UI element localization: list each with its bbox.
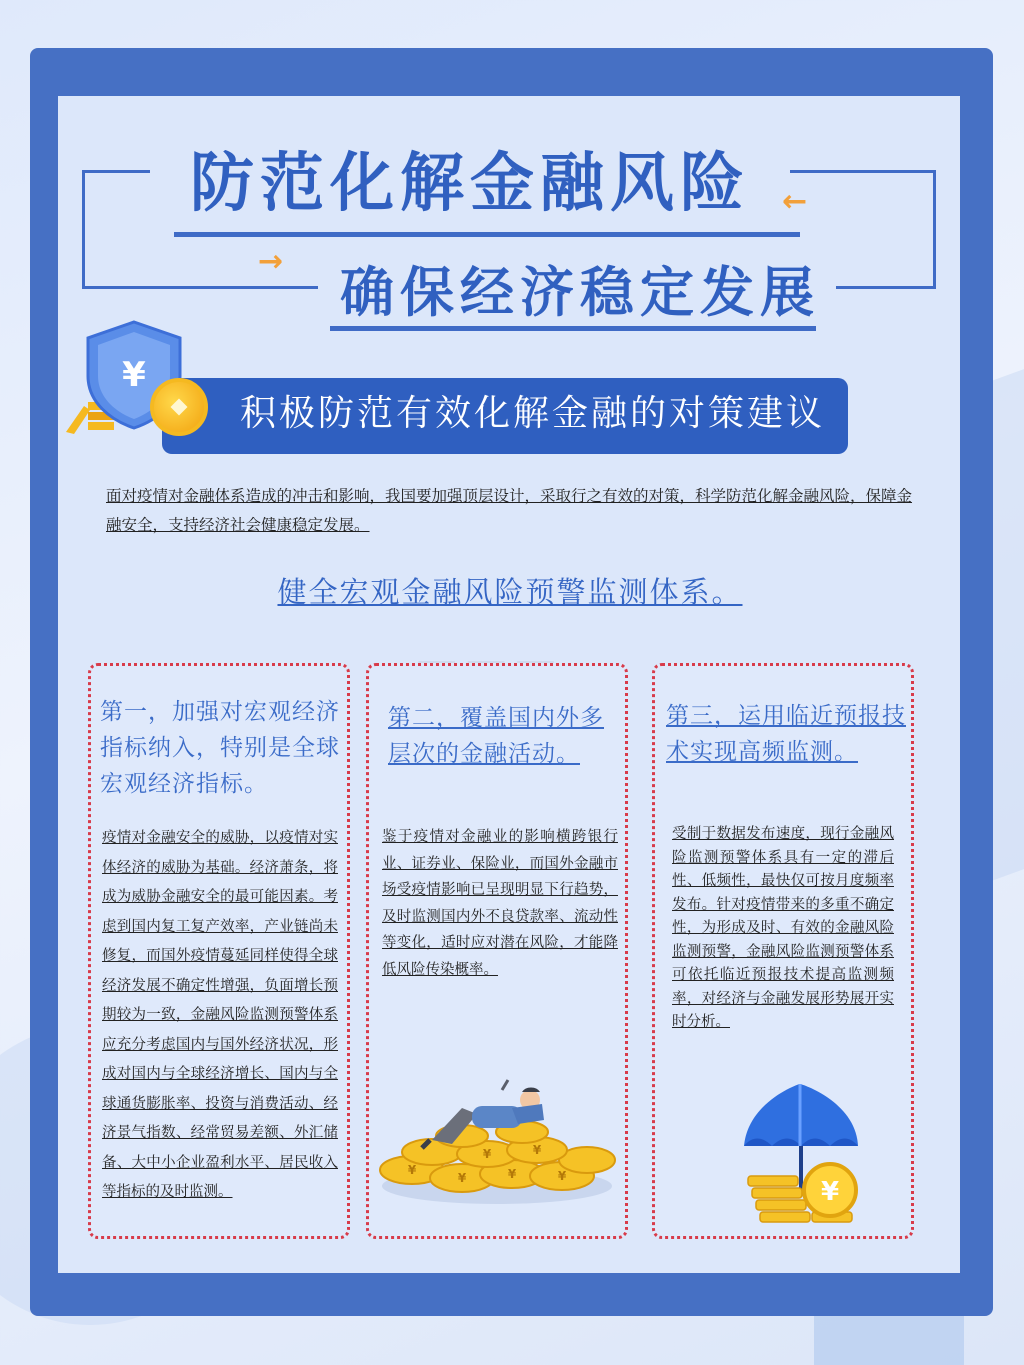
intro-paragraph: 面对疫情对金融体系造成的冲击和影响，我国要加强顶层设计，采取行之有效的对策，科学防范化解金融风险，保障金融安全，支持经济社会健康稳定发展。	[106, 487, 913, 534]
svg-text:¥: ¥	[820, 1177, 840, 1207]
header-line-left-bottom	[82, 286, 318, 289]
banner-title: 积极防范有效化解金融的对策建议	[240, 393, 826, 434]
svg-text:¥: ¥	[532, 1143, 542, 1157]
header-line-left-top	[84, 170, 150, 173]
svg-text:¥: ¥	[507, 1167, 517, 1181]
page-title: 防范化解金融风险	[190, 147, 750, 221]
card-3-title: 第三，运用临近预报技术实现高频监测。	[666, 703, 906, 765]
section-heading: 健全宏观金融风险预警监测体系。	[277, 575, 743, 609]
svg-text:¥: ¥	[457, 1171, 467, 1185]
header-line-left-vertical	[82, 170, 85, 288]
card-1-body: 疫情对金融安全的威胁，以疫情对实体经济的威胁为基础。经济萧条，将成为威胁金融安全的最可能因素。考虑到国内复工复产效率，产业链尚未修复，而国外疫情蔓延同样使得全球经济发展不确定性增强，负面增长预期较为一致，金融风险监测预警体系应充分考虑国内与国外经济状况，形成对国内与全球经济增长、国内与全球通货膨胀率、投资与消费活动、经济景气指数、经常贸易差额、外汇储备、大中小企业盈利水平、居民收入等指标的及时监测。	[102, 830, 338, 1200]
title-underline	[174, 232, 800, 237]
svg-text:¥: ¥	[557, 1169, 567, 1183]
header-line-right-vertical	[933, 170, 936, 288]
svg-text:¥: ¥	[407, 1163, 417, 1177]
arrow-right-icon: →	[258, 244, 284, 279]
header-line-right-bottom	[836, 286, 936, 289]
gold-coin-icon	[150, 378, 208, 436]
page-subtitle: 确保经济稳定发展	[340, 261, 820, 324]
umbrella-coins-illustration	[738, 1084, 868, 1234]
svg-text:¥: ¥	[482, 1147, 492, 1161]
header-line-right-top	[790, 170, 936, 173]
coins-pile-illustration	[372, 1078, 622, 1208]
card-2-title: 第二，覆盖国内外多层次的金融活动。	[388, 705, 604, 767]
card-2-body: 鉴于疫情对金融业的影响横跨银行业、证券业、保险业，而国外金融市场受疫情影响已呈现明显下行趋势，及时监测国内外不良贷款率、流动性等变化，适时应对潜在风险，才能降低风险传染概率。	[382, 829, 618, 978]
arrow-left-icon: ←	[782, 184, 808, 219]
card-1-title: 第一，加强对宏观经济指标纳入，特别是全球宏观经济指标。	[100, 699, 340, 797]
svg-text:¥: ¥	[122, 355, 146, 395]
card-3-body: 受制于数据发布速度，现行金融风险监测预警体系具有一定的滞后性、低频性，最快仅可按月度频率发布。针对疫情带来的多重不确定性，为形成及时、有效的金融风险监测预警，金融风险监测预警体系可依托临近预报技术提高监测频率，对经济与金融发展形势展开实时分析。	[672, 826, 894, 1030]
